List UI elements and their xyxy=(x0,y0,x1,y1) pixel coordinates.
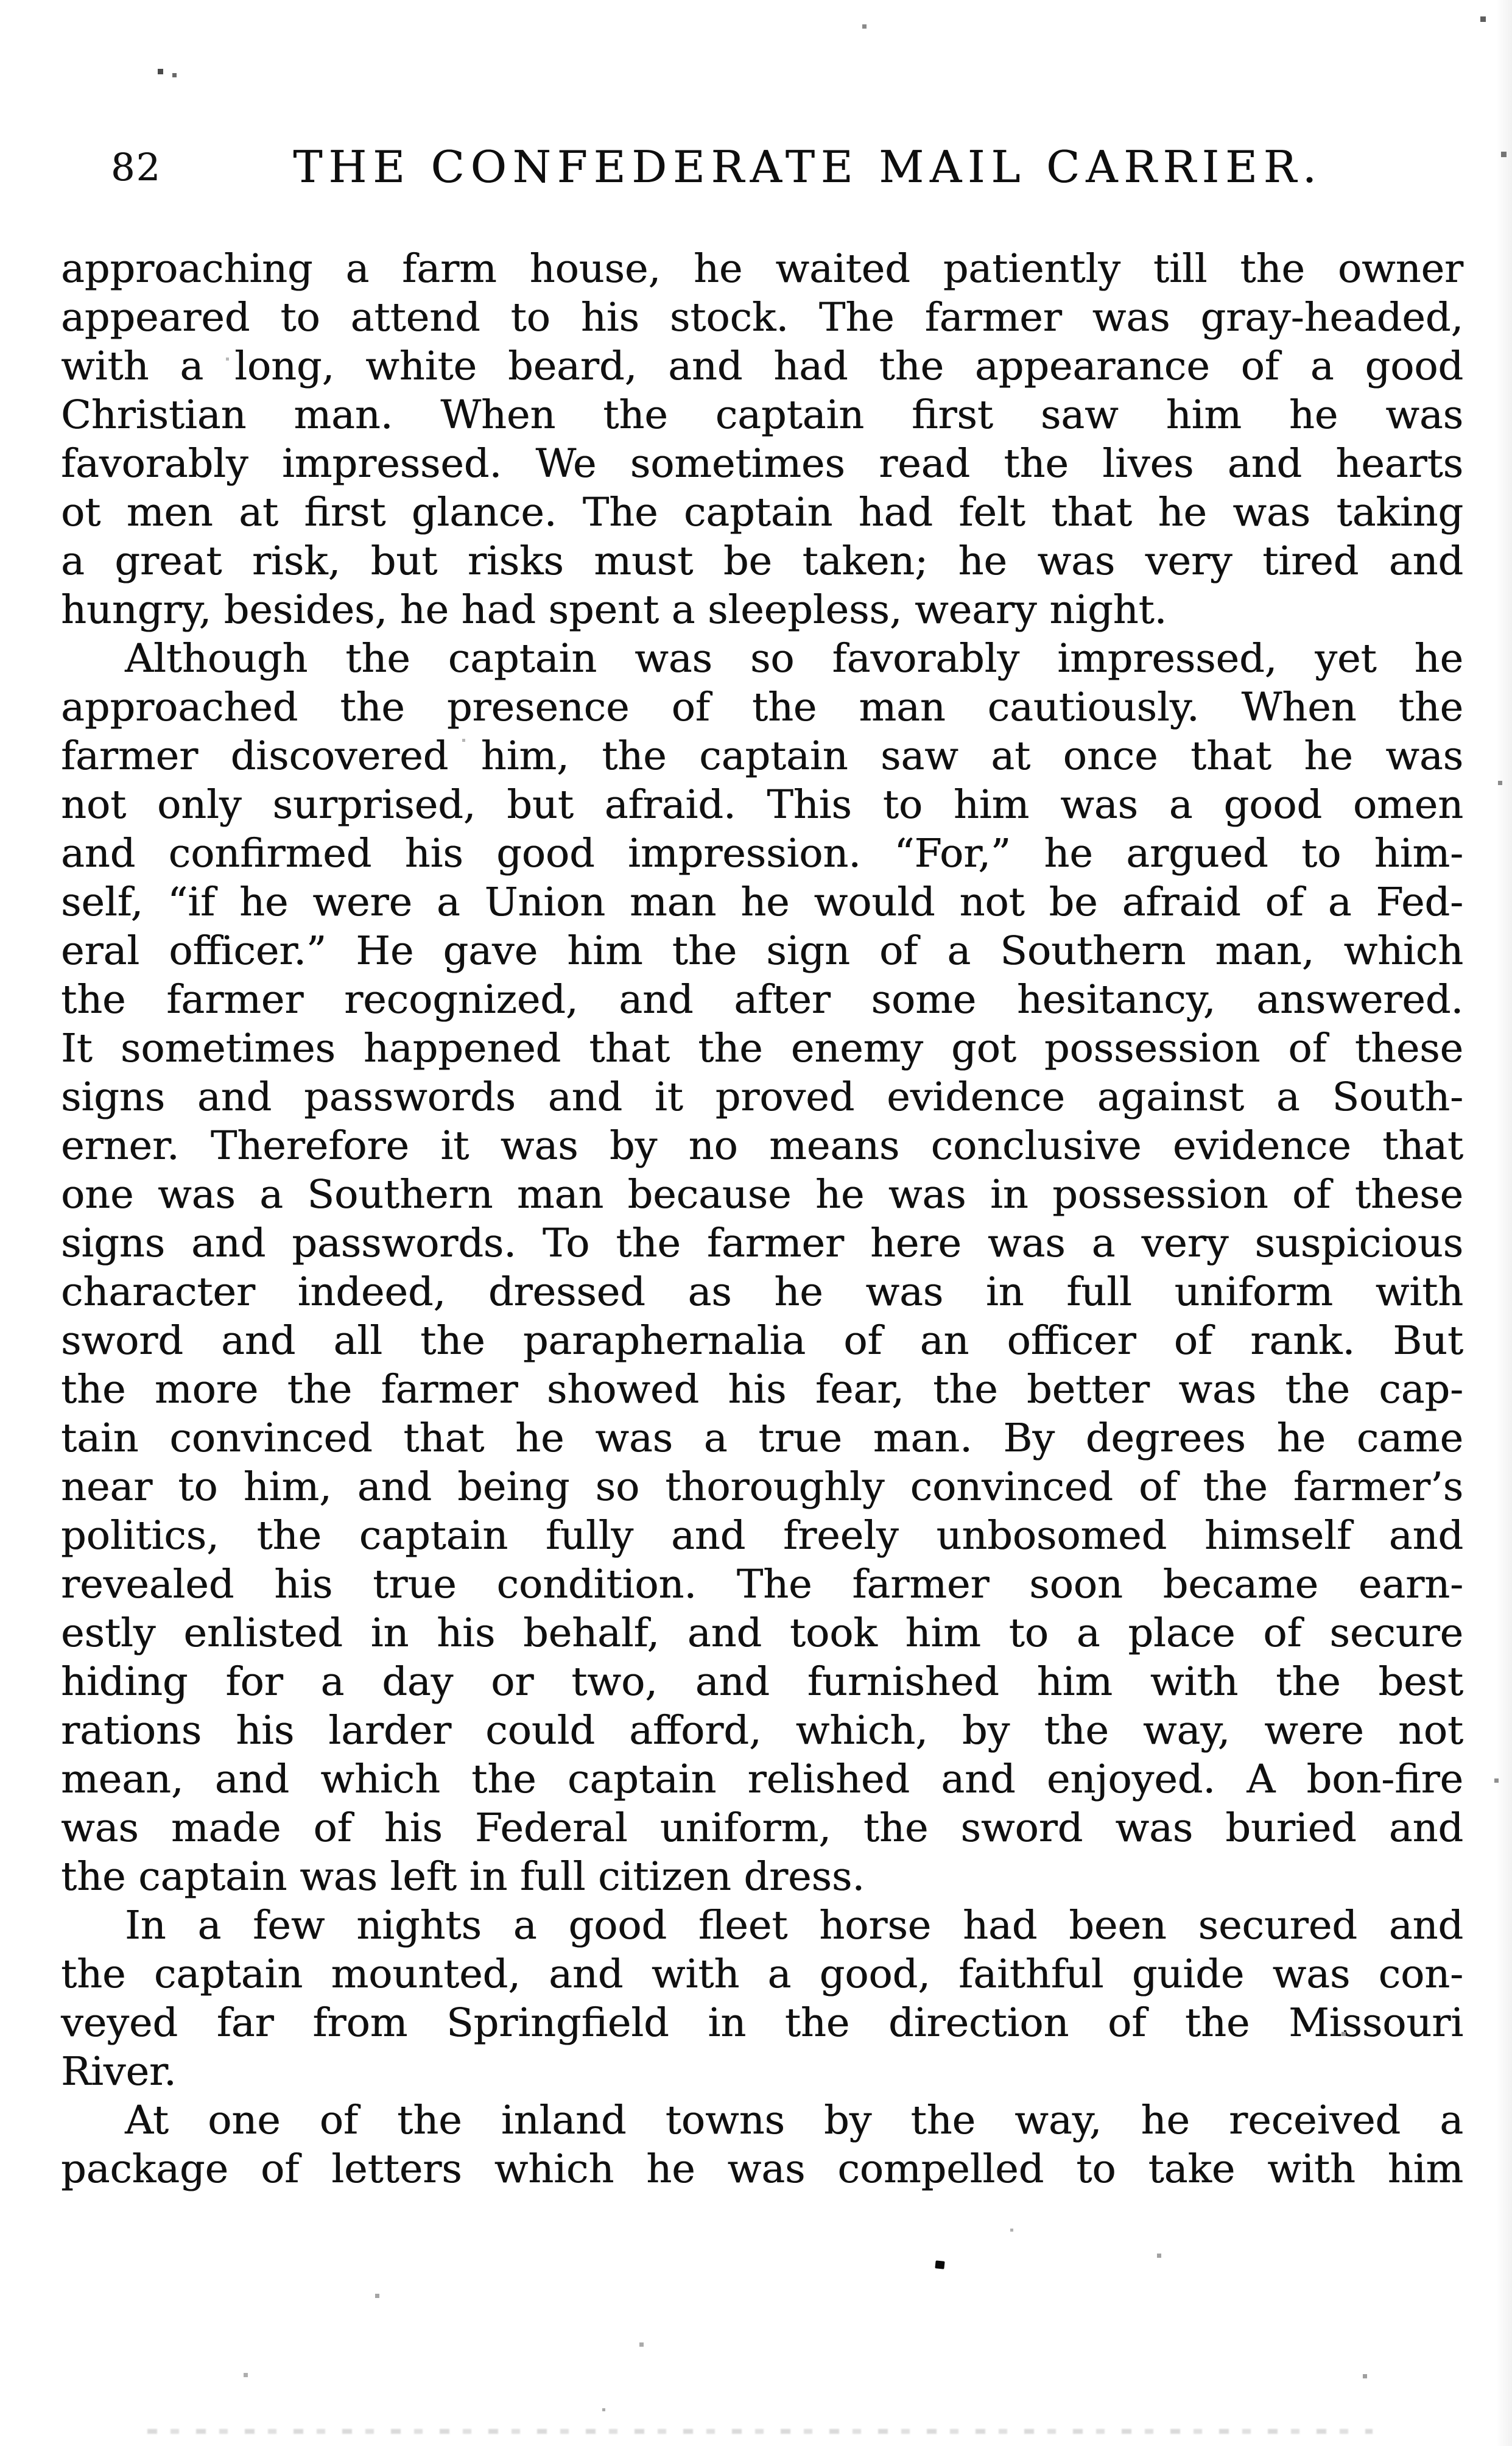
text-line: signs and passwords and it proved evidence against a South- xyxy=(61,1074,1463,1120)
text-line: not only surprised, but afraid. This to him was a good omen xyxy=(61,782,1463,828)
text-line: signs and passwords. To the farmer here was a very suspicious xyxy=(61,1221,1463,1266)
text-line: near to him, and being so thoroughly convinced of the farmer’s xyxy=(61,1464,1463,1510)
running-title: THE CONFEDERATE MAIL CARRIER. xyxy=(293,141,1323,192)
text-line: approaching a farm house, he waited patiently till the owner xyxy=(61,246,1463,292)
paragraph-3 xyxy=(61,1901,1463,2096)
scan-edge-shadow xyxy=(1496,0,1512,2446)
scan-speck-artifacts xyxy=(0,0,2,2)
text-line: mean, and which the captain relished and enjoyed. A bon-fire xyxy=(61,1757,1463,1802)
text-line: package of letters which he was compelled to take with him xyxy=(61,2146,1463,2192)
text-line: At one of the inland towns by the way, he received a xyxy=(125,2098,1463,2143)
text-line: ot men at first glance. The captain had felt that he was taking xyxy=(61,490,1463,535)
text-line: farmer discovered him, the captain saw at once that he was xyxy=(61,733,1463,779)
text-line: River. xyxy=(61,2049,177,2095)
text-line: tain convinced that he was a true man. By degrees he came xyxy=(61,1415,1463,1461)
text-line: one was a Southern man because he was in possession of these xyxy=(61,1172,1463,1218)
text-line: appeared to attend to his stock. The farmer was gray-headed, xyxy=(61,295,1463,340)
text-line: self, “if he were a Union man he would not be afraid of a Fed- xyxy=(61,879,1463,925)
text-line: estly enlisted in his behalf, and took him to a place of secure xyxy=(61,1610,1463,1656)
text-line: character indeed, dressed as he was in full uniform with xyxy=(61,1269,1463,1315)
text-line: It sometimes happened that the enemy got possession of these xyxy=(61,1026,1463,1071)
text-line: a great risk, but risks must be taken; he was very tired and xyxy=(61,538,1463,584)
text-line: In a few nights a good fleet horse had been secured and xyxy=(125,1903,1463,1948)
text-line: and confirmed his good impression. “For,” he argued to him- xyxy=(61,831,1463,876)
text-line: the farmer recognized, and after some hesitancy, answered. xyxy=(61,977,1463,1023)
text-line: hungry, besides, he had spent a sleepless, weary night. xyxy=(61,587,1167,633)
text-line: rations his larder could afford, which, by the way, were not xyxy=(61,1708,1463,1753)
paragraph-2 xyxy=(61,635,1463,1901)
text-line: was made of his Federal uniform, the sword was buried and xyxy=(61,1805,1463,1851)
text-line: Although the captain was so favorably impressed, yet he xyxy=(125,636,1463,682)
text-line: the captain mounted, and with a good, faithful guide was con- xyxy=(61,1951,1463,1997)
page-number: 82 xyxy=(111,145,161,189)
text-line: eral officer.” He gave him the sign of a Southern man, which xyxy=(61,928,1463,974)
scan-smudge-artifact xyxy=(147,2429,1373,2434)
text-line: the more the farmer showed his fear, the better was the cap- xyxy=(61,1367,1463,1412)
paragraph-1 xyxy=(61,245,1463,635)
text-line: revealed his true condition. The farmer soon became earn- xyxy=(61,1562,1463,1607)
text-line: the captain was left in full citizen dress. xyxy=(61,1854,865,1900)
paragraph-4 xyxy=(61,2096,1463,2194)
text-line: sword and all the paraphernalia of an officer of rank. But xyxy=(61,1318,1463,1364)
text-line: Christian man. When the captain first saw him he was xyxy=(61,392,1463,438)
text-line: politics, the captain fully and freely unbosomed himself and xyxy=(61,1513,1463,1559)
text-line: approached the presence of the man cautiously. When the xyxy=(61,685,1463,730)
text-line: with a long, white beard, and had the appearance of a good xyxy=(61,344,1463,389)
ink-blot-artifact xyxy=(935,2260,944,2269)
text-line: hiding for a day or two, and furnished him with the best xyxy=(61,1659,1463,1705)
page-body xyxy=(61,245,1463,2194)
text-line: erner. Therefore it was by no means conclusive evidence that xyxy=(61,1123,1463,1169)
text-line: favorably impressed. We sometimes read the lives and hearts xyxy=(61,441,1463,487)
text-line: veyed far from Springfield in the direction of the Missouri xyxy=(61,2000,1463,2046)
